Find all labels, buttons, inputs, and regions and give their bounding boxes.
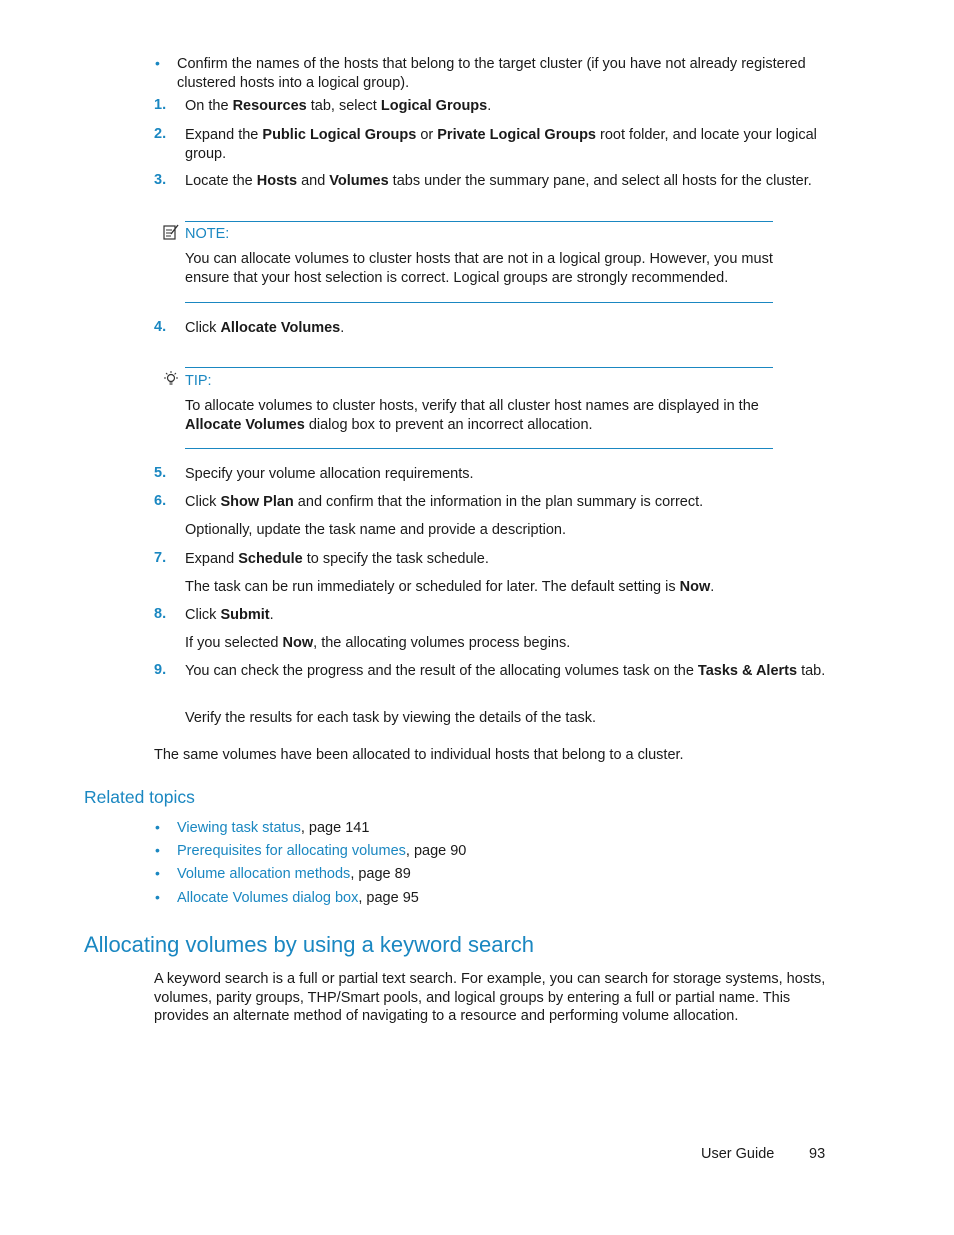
step-7-subtext: The task can be run immediately or scheduled for later. The default setting is Now.: [185, 579, 715, 595]
related-link[interactable]: Allocate Volumes dialog box: [177, 890, 359, 906]
lightbulb-icon: [162, 370, 180, 388]
bullet-marker: •: [155, 819, 160, 835]
related-item: Allocate Volumes dialog box, page 95: [177, 890, 419, 906]
note-bottom-rule: [185, 302, 773, 303]
note-label: NOTE:: [185, 226, 230, 242]
step-6-text: Click Show Plan and confirm that the information in the plan summary is correct.: [185, 494, 704, 510]
related-link[interactable]: Volume allocation methods: [177, 866, 351, 882]
tip-top-rule: [185, 367, 773, 368]
tip-text: To allocate volumes to cluster hosts, verify that all cluster host names are displayed in the Allocate Volumes dialog box to prevent an incorrect allocation.: [185, 398, 759, 433]
section-body: A keyword search is a full or partial text search. For example, you can search for storage systems, hosts, volumes, parity groups, THP/Smart pools, and logical groups by entering a full or partial name. This provides an alternate method of navigating to a resource and performing volume allocation.: [154, 971, 826, 1024]
step-8-text: Click Submit.: [185, 607, 274, 623]
step-number: 4.: [154, 319, 167, 335]
step-number: 9.: [154, 662, 167, 678]
step-number: 8.: [154, 606, 167, 622]
step-3-text: Locate the Hosts and Volumes tabs under the summary pane, and select all hosts for the cluster.: [185, 173, 812, 189]
step-number: 3.: [154, 172, 167, 188]
page-number: 93: [809, 1146, 826, 1162]
section-heading: Allocating volumes by using a keyword search: [84, 932, 535, 957]
step-7-text: Expand Schedule to specify the task schedule.: [185, 551, 489, 567]
note-text: You can allocate volumes to cluster hosts that are not in a logical group. However, you must ensure that your host selection is correct. Logical groups are strongly recommended.: [185, 251, 773, 286]
step-number: 5.: [154, 465, 167, 481]
step-number: 7.: [154, 550, 167, 566]
step-1-text: On the Resources tab, select Logical Groups.: [185, 98, 492, 114]
bullet-marker: •: [155, 889, 160, 905]
related-item: Viewing task status, page 141: [177, 820, 370, 836]
step-8-subtext: If you selected Now, the allocating volumes process begins.: [185, 635, 571, 651]
bullet-marker: •: [155, 55, 160, 71]
step-9-subtext: Verify the results for each task by viewing the details of the task.: [185, 710, 597, 726]
step-4-text: Click Allocate Volumes.: [185, 320, 345, 336]
step-5-text: Specify your volume allocation requirements.: [185, 466, 474, 482]
footer-title: User Guide: [701, 1146, 775, 1162]
step-number: 2.: [154, 126, 167, 142]
note-top-rule: [185, 221, 773, 222]
bullet-marker: •: [155, 865, 160, 881]
related-topics-heading: Related topics: [84, 787, 195, 807]
step-9-text: You can check the progress and the result of the allocating volumes task on the Tasks & Alerts tab.: [185, 663, 826, 679]
step-6-subtext: Optionally, update the task name and provide a description.: [185, 522, 566, 538]
related-item: Prerequisites for allocating volumes, page 90: [177, 843, 467, 859]
related-item: Volume allocation methods, page 89: [177, 866, 411, 882]
tip-bottom-rule: [185, 448, 773, 449]
related-link[interactable]: Viewing task status: [177, 820, 301, 836]
intro-bullet-text: Confirm the names of the hosts that belong to the target cluster (if you have not already registered clustered hosts into a logical group).: [177, 56, 806, 91]
related-link[interactable]: Prerequisites for allocating volumes: [177, 843, 406, 859]
step-number: 1.: [154, 97, 167, 113]
step-2-text: Expand the Public Logical Groups or Private Logical Groups root folder, and locate your logical group.: [185, 127, 817, 162]
bullet-marker: •: [155, 842, 160, 858]
note-icon: [162, 223, 180, 241]
closing-paragraph: The same volumes have been allocated to individual hosts that belong to a cluster.: [154, 747, 684, 763]
step-number: 6.: [154, 493, 167, 509]
tip-label: TIP:: [185, 373, 212, 389]
